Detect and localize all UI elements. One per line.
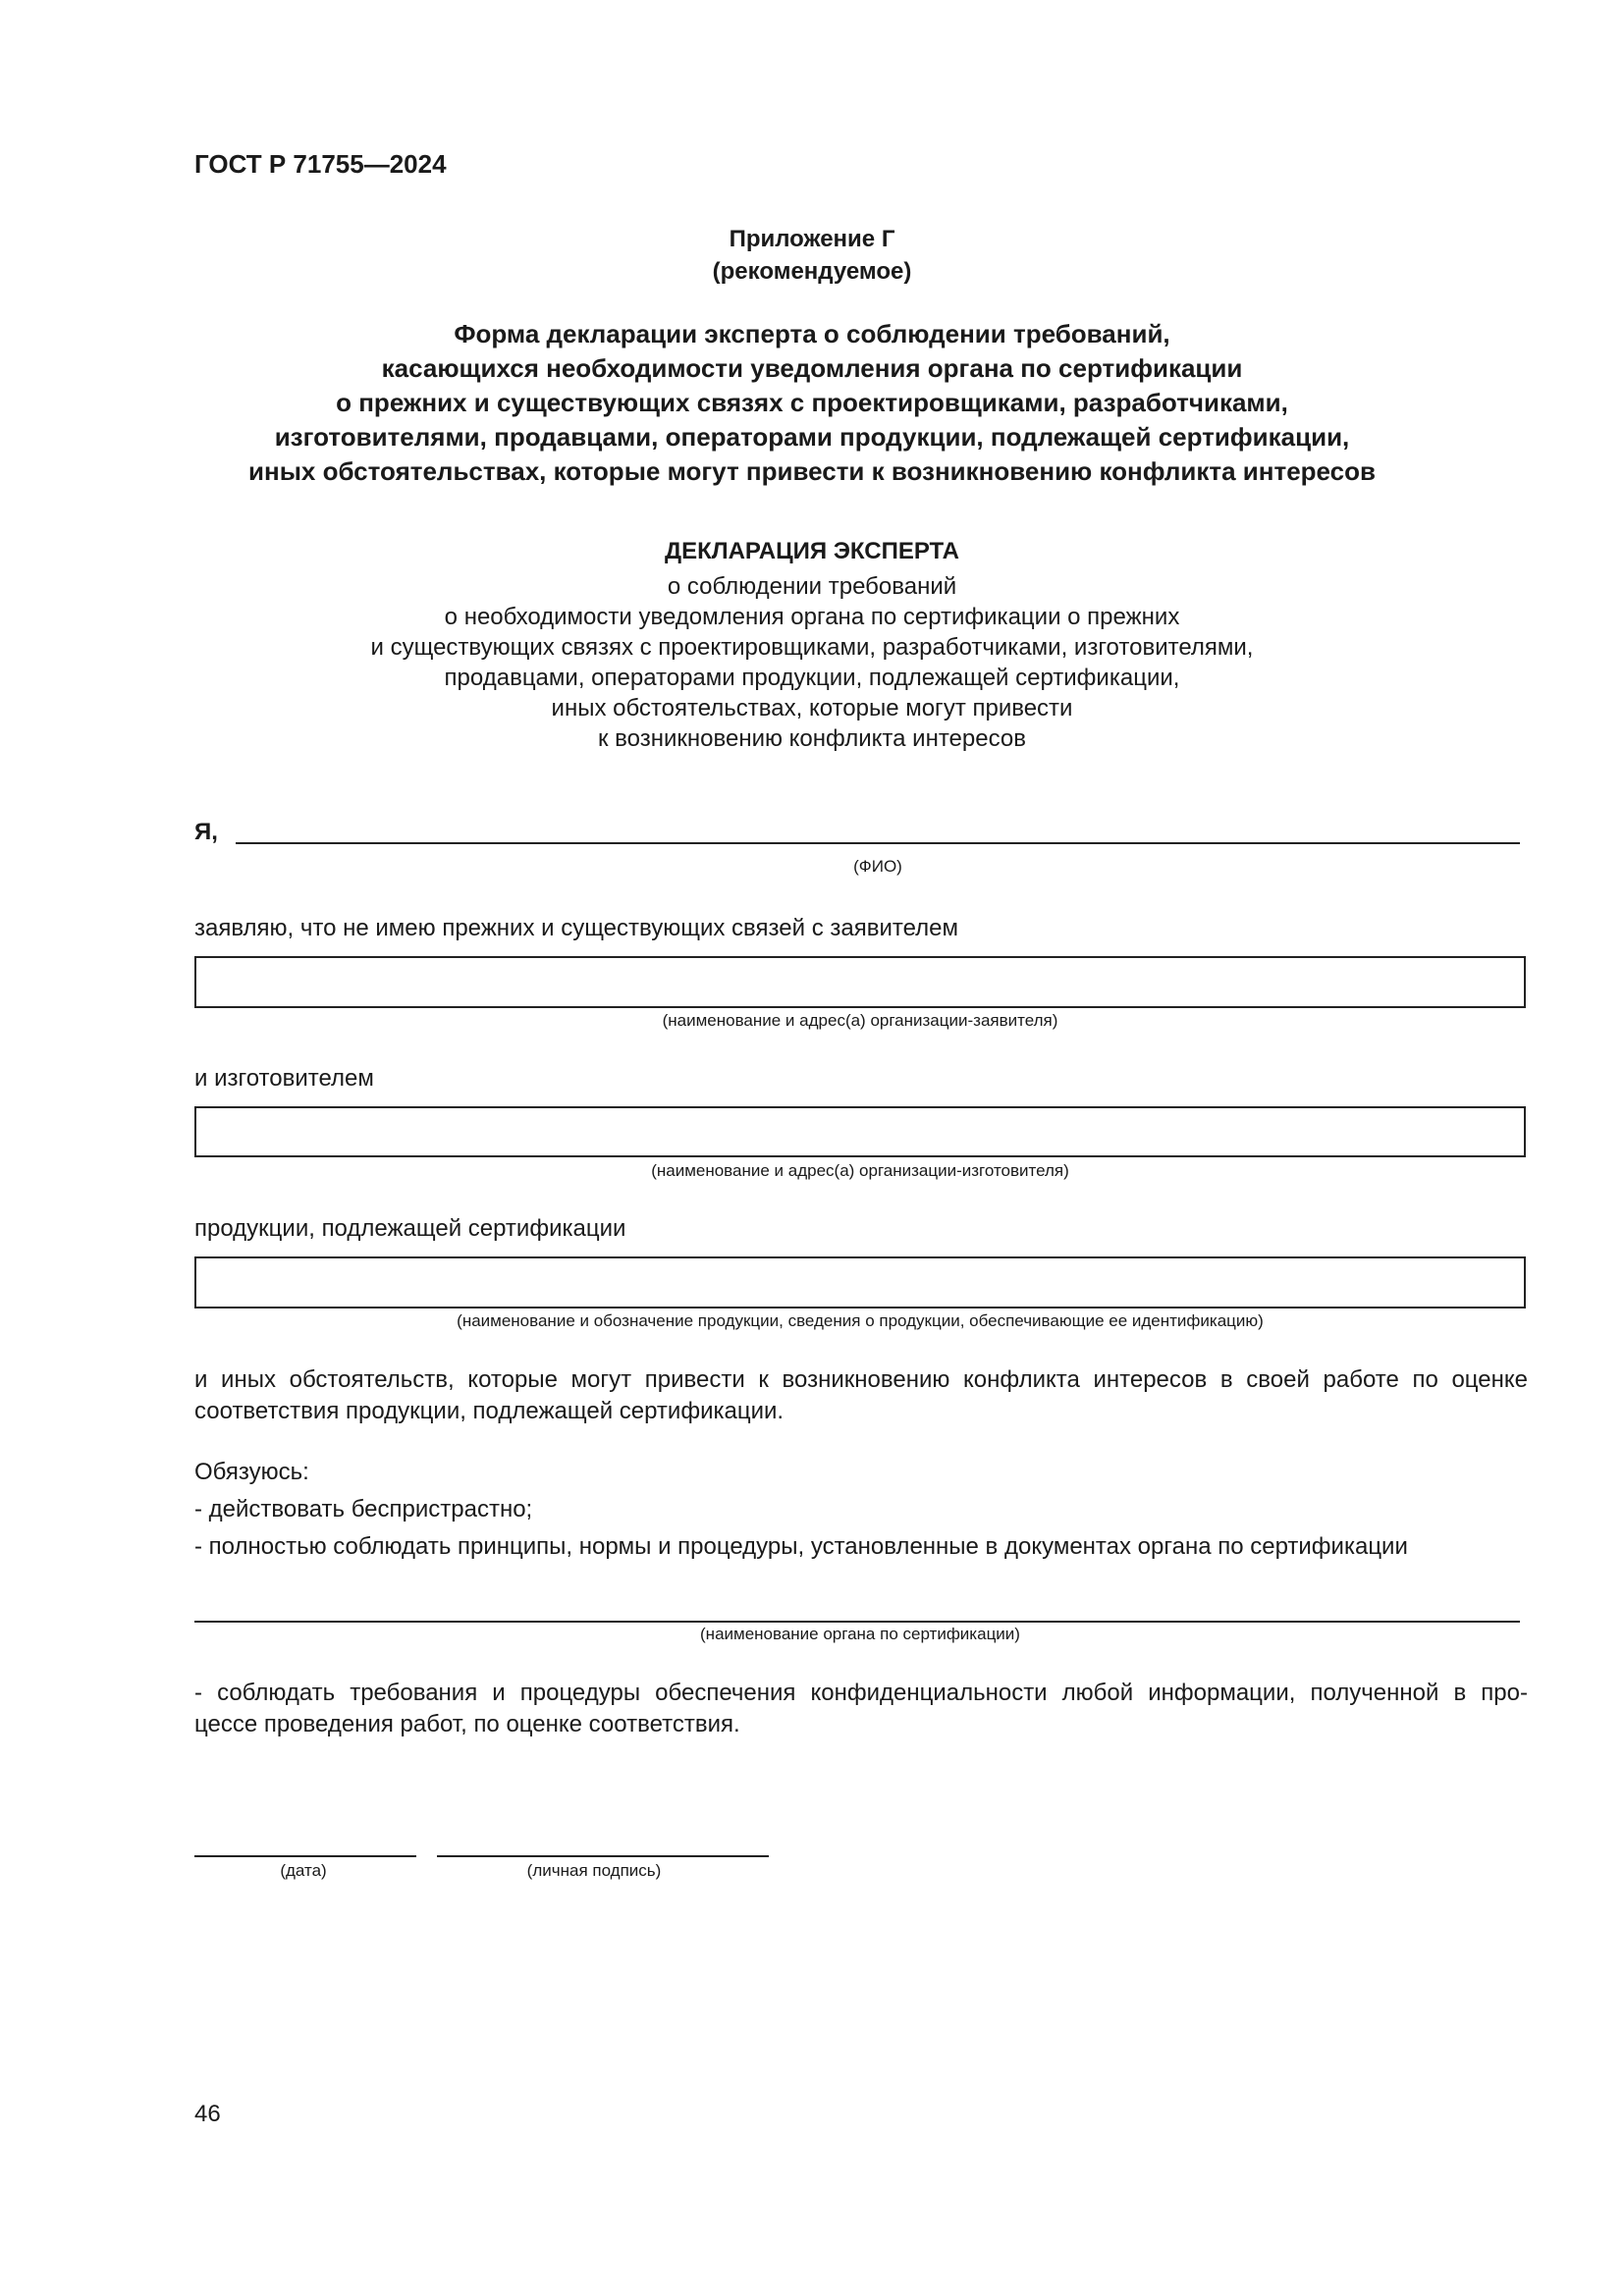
declaration-subtitle-line: продавцами, операторами продукции, подлежащей сертификации, (444, 665, 1180, 691)
appendix-status: (рекомендуемое) (712, 258, 912, 285)
date-field-line[interactable] (194, 1855, 416, 1857)
product-caption: (наименование и обозначение продукции, сведения о продукции, обеспечивающие ее идентификацию) (457, 1311, 1264, 1330)
cert-body-field-line[interactable] (194, 1621, 1520, 1623)
form-title-line: касающихся необходимости уведомления органа по сертификации (381, 353, 1243, 383)
standard-number: ГОСТ Р 71755—2024 (194, 149, 447, 179)
form-title-line: о прежних и существующих связях с проектировщиками, разработчиками, (336, 388, 1288, 417)
i-label: Я, (194, 819, 218, 845)
page-number: 46 (194, 2101, 221, 2127)
declaration-subtitle-line: о необходимости уведомления органа по сертификации о прежних (444, 604, 1180, 630)
declaration-subtitle-line: и существующих связях с проектировщиками, разработчиками, изготовителями, (370, 634, 1254, 661)
fio-field-line[interactable] (236, 842, 1520, 844)
date-caption: (дата) (280, 1861, 327, 1880)
declaration-subtitle-line: иных обстоятельствах, которые могут привести (551, 695, 1073, 721)
circumstances-line-1: и иных обстоятельств, которые могут привести к возникновению конфликта интересов в своей работе по оценке (194, 1366, 1528, 1393)
form-title-line: Форма декларации эксперта о соблюдении требований, (454, 319, 1170, 348)
product-field[interactable] (194, 1256, 1526, 1308)
form-title-line: изготовителями, продавцами, операторами продукции, подлежащей сертификации, (274, 422, 1350, 452)
applicant-field[interactable] (194, 956, 1526, 1008)
manufacturer-label: и изготовителем (194, 1065, 374, 1092)
manufacturer-field[interactable] (194, 1106, 1526, 1157)
form-title (0, 317, 1624, 489)
signature-caption: (личная подпись) (526, 1861, 662, 1880)
fio-caption: (ФИО) (853, 857, 902, 876)
declaration-subtitle-line: о соблюдении требований (667, 573, 957, 600)
product-label: продукции, подлежащей сертификации (194, 1215, 626, 1242)
form-title-line: иных обстоятельствах, которые могут привести к возникновению конфликта интересов (248, 456, 1376, 486)
appendix-title: Приложение Г (729, 226, 895, 252)
signature-field-line[interactable] (437, 1855, 769, 1857)
cert-body-caption: (наименование органа по сертификации) (700, 1625, 1020, 1643)
confidentiality-line-1: - соблюдать требования и процедуры обеспечения конфиденциальности любой информации, полученной в про- (194, 1680, 1528, 1706)
circumstances-line-2: соответствия продукции, подлежащей сертификации. (194, 1398, 785, 1424)
confidentiality-line-2: цессе проведения работ, по оценке соответствия. (194, 1711, 740, 1737)
applicant-statement: заявляю, что не имею прежних и существующих связей с заявителем (194, 915, 958, 941)
applicant-caption: (наименование и адрес(а) организации-заявителя) (662, 1011, 1058, 1030)
declaration-subtitle (0, 571, 1624, 754)
declaration-subtitle-line: к возникновению конфликта интересов (598, 725, 1026, 752)
commit-item: - полностью соблюдать принципы, нормы и процедуры, установленные в документах органа по сертификации (194, 1533, 1408, 1560)
declaration-heading: ДЕКЛАРАЦИЯ ЭКСПЕРТА (664, 538, 960, 564)
manufacturer-caption: (наименование и адрес(а) организации-изготовителя) (651, 1161, 1069, 1180)
commit-item: - действовать беспристрастно; (194, 1496, 533, 1522)
commit-label: Обязуюсь: (194, 1459, 309, 1485)
